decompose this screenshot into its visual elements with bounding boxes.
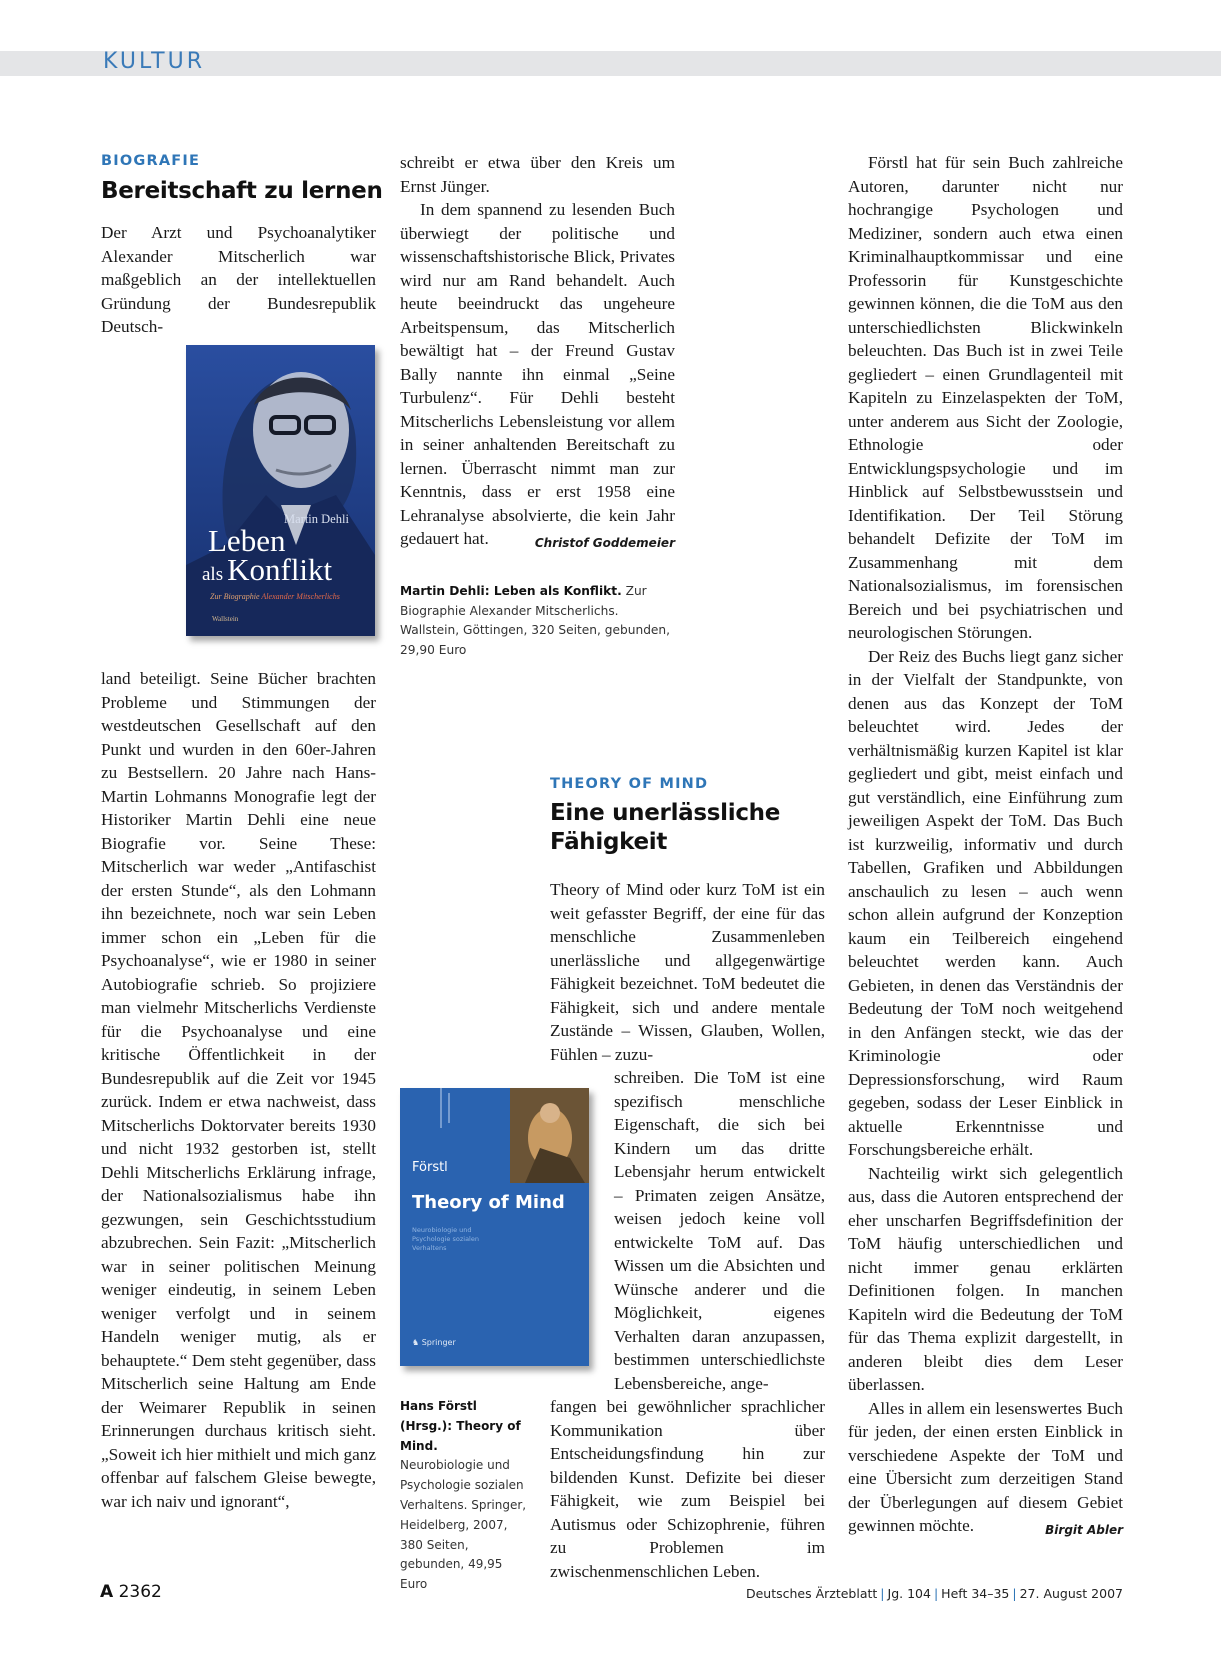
article2-col3-body bbox=[848, 151, 1123, 1543]
journal-issue: Heft 34–35 bbox=[941, 1586, 1010, 1601]
article2-kicker: THEORY OF MIND bbox=[550, 776, 709, 792]
cover1-title-line2 bbox=[202, 552, 333, 591]
book-cover-leben-als-konflikt bbox=[186, 345, 375, 636]
article2-col3-p2: Der Reiz des Buchs liegt ganz sicher in der Vielfalt der Standpunkte, von denen aus das Konzept der ToM beleuchtet wird. Jedes der verhältnismäßig kurzen Kapitel ist klar gegliedert und gibt, meist einfach und gut verständlich, eine Einführung zum jeweiligen Aspekt der ToM. Das Buch ist kurzweilig, informativ und durch Tabellen, Grafiken und Abbildungen anschaulich zu lesen – auch wenn schon allein aufgrund der Konzeption kaum ein Teilbereich eingehend beleuchtet werden kann. Auch Gebieten, in denen das Verständnis der Bedeutung der ToM noch weitgehend in den Anfängen steckt, wie das der Kriminologie oder Depressionsforschung, wird Raum gegeben, sodass der Leser Einblick in aktuelle Erkenntnisse und Forschungsbereiche erhält. bbox=[848, 646, 1123, 1159]
cover1-title-als: als bbox=[202, 564, 224, 585]
article2-caption-details: Neurobiologie und Psychologie sozialen Verhaltens. Springer, Heidelberg, 2007, 380 Seiten, gebunden, 49,95 Euro bbox=[400, 1458, 527, 1592]
article1-intro-text: Der Arzt und Psychoanalytiker Alexander Mitscherlich war maßgeblich an der intellektuellen Gründung der Bundesrepublik Deutsch- bbox=[101, 223, 376, 336]
cover1-subtitle-small: Zur Biographie bbox=[210, 592, 260, 601]
article2-col3-p1: Förstl hat für sein Buch zahlreiche Autoren, darunter nicht nur hochrangige Psychologen und Mediziner, sondern auch etwa einen Kriminalhauptkommissar und eine Professorin für Kunstgeschichte gewinnen können, die die ToM aus den unterschiedlichsten Blickwinkeln beleuchten. Das Buch ist in zwei Teile gegliedert – einen Grundlagenteil mit Kapiteln zu Einzelaspekten der ToM, unter anderem aus Sicht der Zoologie, Ethnologie oder Entwicklungspsychologie und im Hinblick auf Selbstbewusstsein und Identifikation. Der Teil Störung behandelt Defizite der ToM im Zusammenhang mit dem Nationalsozialismus, im forensischen Bereich und bei psychiatrischen und neurologischen Störungen. bbox=[848, 153, 1123, 642]
article2-caption-title: Hans Förstl (Hrsg.): Theory of Mind. bbox=[400, 1399, 521, 1453]
article1-col2-p2-text: In dem spannend zu lesenden Buch überwiegt der politische und wissenschaftshistorische Blick, Privates wird nur am Rand behandelt. Auch heute beeindruckt das ungeheure Arbeitspensum, das Mitscherlich bewältigt hat – der Freund Gustav Bally nannte ihn einmal „Seine Turbulenz“. Für Dehli besteht Mitscherlichs Lebensleistung vor allem in seiner anhaltenden Bereitschaft zu lernen. Überrascht nimmt man zur Kenntnis, dass er erst 1958 eine Lehranalyse absolvierte, die kein Jahr gedauert hat. bbox=[400, 200, 675, 548]
article2-col2-top bbox=[550, 878, 825, 1066]
article1-col2-p2 bbox=[400, 198, 675, 551]
cover1-subtitle-name: Alexander Mitscherlichs bbox=[261, 592, 340, 601]
article2-headline bbox=[550, 799, 780, 857]
article2-col3-p4 bbox=[848, 1397, 1123, 1538]
cover1-author: Martin Dehli bbox=[284, 512, 349, 526]
journal-volume: Jg. 104 bbox=[887, 1586, 931, 1601]
article2-col2-bottom-text: fangen bei gewöhnlicher sprachlicher Kommunikation über Entscheidungsfindung hin zur bildenden Kunst. Defizite bei dieser Fähigkeit, wie zum Beispiel bei Autismus oder Schizophrenie, führen zu Problemen im zwischenmenschlichen Leben. bbox=[550, 1397, 825, 1581]
page-prefix: A bbox=[100, 1582, 114, 1602]
section-label: KULTUR bbox=[103, 49, 205, 74]
article1-intro bbox=[101, 221, 376, 339]
article2-col2-bottom bbox=[550, 1395, 825, 1583]
cover1-publisher: Wallstein bbox=[212, 615, 239, 623]
cover1-subtitle bbox=[210, 592, 340, 601]
journal-date: 27. August 2007 bbox=[1019, 1586, 1123, 1601]
article2-col2-wrap-text: schreiben. Die ToM ist eine spezifisch menschliche Eigenschaft, die sich bei Kindern um das dritte Lebensjahr herum entwickelt – Primaten zeigen Ansätze, weisen jedoch keine voll entwickelte ToM auf. Das Wissen um die Absichten und Wünsche anderer und die Möglichkeit, eigenes Verhalten daran anzupassen, bestimmen unterschiedlichste Lebensbereiche, ange- bbox=[614, 1068, 825, 1393]
journal-footer bbox=[746, 1586, 1123, 1601]
cover2-title: Theory of Mind bbox=[412, 1192, 565, 1213]
journal-name: Deutsches Ärzteblatt bbox=[745, 1586, 878, 1601]
article2-col3-p4-text: Alles in allem ein lesenswertes Buch für jeden, der einen ersten Einblick in verschiedene Aspekte der ToM und eine Übersicht zum derzeitigen Stand der Überlegungen auf diesem Gebiet gewinnen möchte. bbox=[848, 1398, 1123, 1535]
article1-col1-text: land beteiligt. Seine Bücher brachten Probleme und Stimmungen der westdeutschen Gesellschaft auf den Punkt und wurden in den 60er-Jahren zu Bestsellern. 20 Jahre nach Hans-Martin Lohmanns Monografie legt der Historiker Martin Dehli eine neue Biografie vor. Seine These: Mitscherlich war weder „Antifaschist der ersten Stunde“, als den Lohmann ihn bezeichnete, noch war sein Leben immer schon ein „Leben für die Psychoanalyse“, wie er 1980 in seiner Autobiografie schrieb. So projiziere man vielmehr Mitscherlichs Verdienste für die Psychoanalyse und eine kritische Öffentlichkeit in der Bundesrepublik auf die Zeit vor 1945 zurück. Indem er etwa nachweist, dass Mitscherlichs Doktorvater bereits 1930 und nicht 1932 gestorben ist, stellt Dehli Mitscherlichs Erklärung infrage, der Nationalsozialismus habe ihn gezwungen, sein Geschichtsstudium abzubrechen. Sein Fazit: „Mitscherlich war in seiner politischen Meinung weniger eindeutig, in seinem Leben weniger verfolgt und in seinem Handeln weniger mutig, als er behauptete.“ Dem steht gegenüber, dass Mitscherlich seine Haltung am Ende der Weimarer Republik in seinen Erinnerungen durchaus kritisch sieht. „Soweit ich hier mithielt und mich ganz offenbar auf falschem Gleise bewegte, war ich naiv und ignorant“, bbox=[101, 669, 376, 1511]
article2-headline-line2: Fähigkeit bbox=[550, 829, 668, 855]
article1-caption-title: Martin Dehli: Leben als Konflikt. bbox=[400, 584, 622, 598]
article2-col2-top-text: Theory of Mind oder kurz ToM ist ein weit gefasster Begriff, der eine für das menschliche Zusammenleben unerlässliche und allgegenwärtige Fähigkeit bezeichnet. ToM bedeutet die Fähigkeit, sich und andere mentale Zustände – Wissen, Glauben, Wollen, Fühlen – zuzu- bbox=[550, 880, 825, 1064]
article1-caption-details: Zur Biographie Alexander Mitscherlichs. Wallstein, Göttingen, 320 Seiten, gebunden, 29,90 Euro bbox=[400, 584, 671, 657]
article2-headline-line1: Eine unerlässliche bbox=[550, 800, 781, 826]
cover1-title-konflikt: Konflikt bbox=[227, 552, 333, 587]
page-number-value: 2362 bbox=[118, 1582, 162, 1602]
springer-logo-icon: ♞ bbox=[412, 1338, 420, 1347]
cover2-publisher bbox=[412, 1338, 456, 1347]
article2-signature: Birgit Abler bbox=[1045, 1523, 1123, 1537]
article2-col3-p3: Nachteilig wirkt sich gelegentlich aus, dass die Autoren entsprechend der eher unscharfen Begriffsdefinition der ToM häufig unterschiedlichen und nicht immer genau erklärten Definitionen folgen. In manchen Kapiteln wird die Bedeutung der ToM für das Thema explizit dargestellt, in anderen bleibt dies dem Leser überlassen. bbox=[848, 1163, 1123, 1394]
article2-caption bbox=[400, 1397, 530, 1595]
article2-col2-wrap bbox=[614, 1066, 825, 1395]
book-cover-theory-of-mind bbox=[400, 1088, 589, 1366]
footer-divider: | bbox=[933, 1586, 939, 1601]
page-number bbox=[100, 1582, 162, 1602]
article1-kicker: BIOGRAFIE bbox=[101, 153, 201, 169]
article1-col1-body bbox=[101, 667, 376, 1513]
cover1-title-line1: Leben bbox=[208, 523, 286, 558]
article1-headline: Bereitschaft zu lernen bbox=[101, 178, 383, 204]
footer-divider: | bbox=[1012, 1586, 1017, 1601]
article1-col2-p1: schreibt er etwa über den Kreis um Ernst Jünger. bbox=[400, 153, 675, 196]
article1-signature: Christof Goddemeier bbox=[534, 536, 675, 550]
footer-divider: | bbox=[880, 1586, 885, 1601]
cover2-author: Förstl bbox=[412, 1160, 448, 1175]
cover2-subtitle: Neurobiologie und Psychologie sozialen Verhaltens bbox=[412, 1226, 479, 1252]
article1-caption bbox=[400, 582, 678, 660]
cover2-publisher-name: Springer bbox=[421, 1338, 456, 1347]
article1-col2-body bbox=[400, 151, 675, 556]
